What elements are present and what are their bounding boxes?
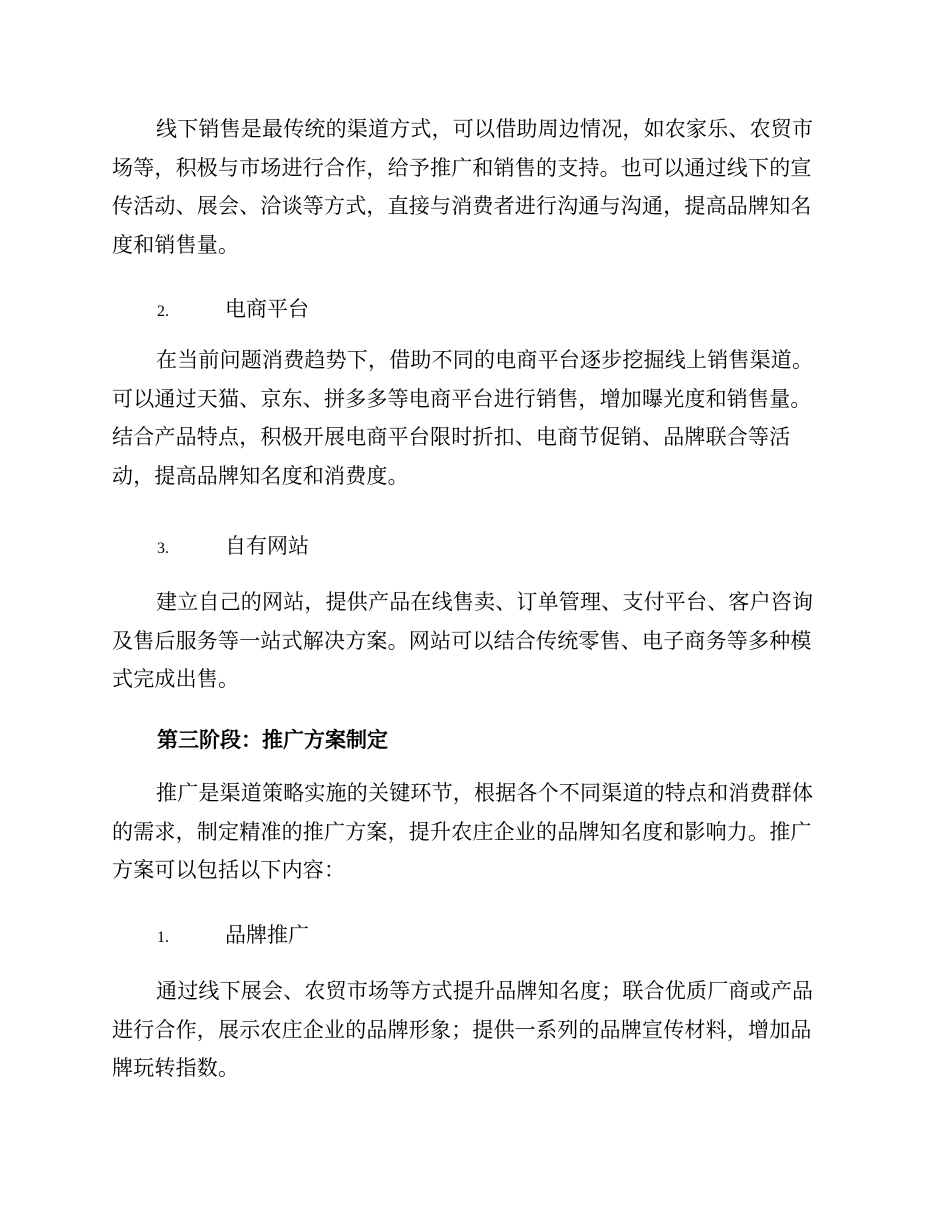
text-line: 推广是渠道策略实施的关键环节，根据各个不同渠道的特点和消费群体	[156, 781, 814, 805]
paragraph-offline-sales	[112, 110, 832, 264]
text-line: 线下销售是最传统的渠道方式，可以借助周边情况，如农家乐、农贸市	[156, 117, 814, 141]
paragraph-promotion	[112, 774, 832, 890]
text-line: 度和销售量。	[112, 232, 240, 257]
text-line: 传活动、展会、洽谈等方式，直接与消费者进行沟通与沟通，提高品牌知名	[112, 194, 812, 218]
paragraph-ecommerce	[112, 341, 832, 495]
text-line: 可以通过天猫、京东、拼多多等电商平台进行销售，增加曝光度和销售量。	[112, 386, 812, 411]
paragraph-brand-promotion	[112, 972, 832, 1088]
text-line: 及售后服务等一站式解决方案。网站可以结合传统零售、电子商务等多种模	[112, 628, 812, 653]
text-line: 方案可以包括以下内容：	[112, 858, 346, 882]
text-line: 进行合作，展示农庄企业的品牌形象；提供一系列的品牌宣传材料，增加品	[112, 1017, 812, 1042]
text-line: 动，提高品牌知名度和消费度。	[112, 463, 409, 488]
section-heading: 第三阶段：推广方案制定	[157, 728, 388, 752]
text-line: 建立自己的网站，提供产品在线售卖、订单管理、支付平台、客户咨询	[156, 590, 814, 614]
list-label: 电商平台	[225, 297, 309, 321]
text-line: 场等，积极与市场进行合作，给予推广和销售的支持。也可以通过线下的宣	[112, 155, 812, 180]
list-number: 3.	[157, 540, 169, 557]
text-line: 通过线下展会、农贸市场等方式提升品牌知名度；联合优质厂商或产品	[156, 979, 814, 1003]
list-label: 品牌推广	[225, 923, 309, 947]
list-item-brand-promotion	[157, 916, 309, 957]
list-item-own-website	[157, 527, 309, 568]
text-line: 的需求，制定精准的推广方案，提升农庄企业的品牌知名度和影响力。推广	[112, 819, 812, 844]
list-number: 2.	[157, 303, 169, 320]
text-line: 牌玩转指数。	[112, 1056, 240, 1080]
paragraph-own-website	[112, 583, 832, 699]
list-number: 1.	[157, 929, 169, 946]
list-label: 自有网站	[225, 534, 309, 558]
text-line: 式完成出售。	[112, 667, 240, 691]
list-item-ecommerce	[157, 290, 309, 331]
text-line: 在当前问题消费趋势下，借助不同的电商平台逐步挖掘线上销售渠道。	[156, 348, 814, 372]
text-line: 结合产品特点，积极开展电商平台限时折扣、电商节促销、品牌联合等活	[112, 425, 791, 449]
